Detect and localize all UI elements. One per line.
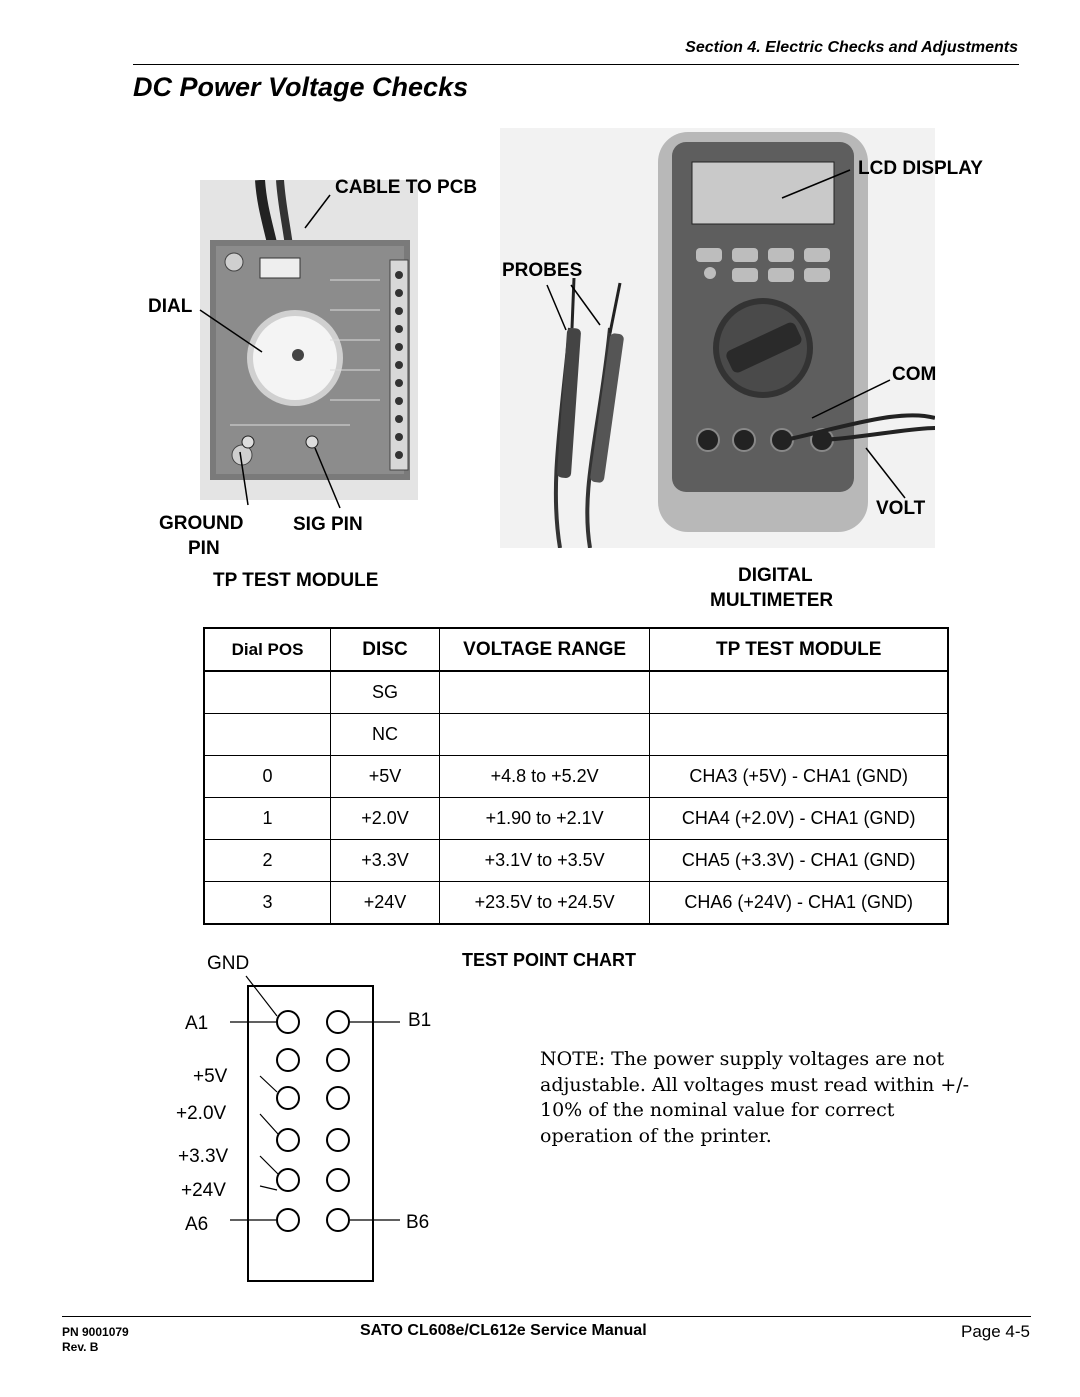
ground-pin-label-line2: PIN — [188, 538, 220, 559]
gnd-label: GND — [207, 953, 250, 974]
cell-dial-pos — [204, 714, 331, 756]
a1-label: A1 — [185, 1013, 209, 1034]
cell-disc: +2.0V — [331, 798, 440, 840]
table-row — [204, 840, 948, 882]
cell-disc: +5V — [331, 756, 440, 798]
voltage-table — [203, 627, 949, 925]
tp-test-module-caption: TP TEST MODULE — [213, 570, 379, 591]
footer-pn: PN 9001079 — [62, 1325, 129, 1339]
cell-dial-pos: 3 — [204, 882, 331, 925]
cell-dial-pos: 2 — [204, 840, 331, 882]
cell-disc: +24V — [331, 882, 440, 925]
volt-label: VOLT — [876, 498, 926, 519]
table-header-row — [204, 628, 948, 671]
cell-voltage-range: +3.1V to +3.5V — [439, 840, 650, 882]
dial-label: DIAL — [148, 296, 193, 317]
cell-tp-test-module — [650, 671, 948, 714]
b1-label: B1 — [408, 1010, 432, 1031]
cell-tp-test-module: CHA5 (+3.3V) - CHA1 (GND) — [650, 840, 948, 882]
cable-to-pcb-label: CABLE TO PCB — [335, 177, 478, 198]
com-label: COM — [892, 364, 937, 385]
cell-voltage-range: +1.90 to +2.1V — [439, 798, 650, 840]
col-disc: DISC — [331, 628, 440, 671]
col-voltage-range: VOLTAGE RANGE — [439, 628, 650, 671]
table-row — [204, 714, 948, 756]
cell-voltage-range: +4.8 to +5.2V — [439, 756, 650, 798]
table-row — [204, 882, 948, 925]
cell-tp-test-module: CHA6 (+24V) - CHA1 (GND) — [650, 882, 948, 925]
cell-voltage-range: +23.5V to +24.5V — [439, 882, 650, 925]
digital-multimeter-caption-line2: MULTIMETER — [710, 590, 834, 611]
cell-dial-pos: 1 — [204, 798, 331, 840]
ground-pin-label-line1: GROUND — [159, 513, 244, 534]
section-header: Section 4. Electric Checks and Adjustments — [685, 39, 1018, 56]
cell-dial-pos: 0 — [204, 756, 331, 798]
footer-part-number — [62, 1325, 129, 1355]
lcd-display-label: LCD DISPLAY — [858, 158, 983, 179]
col-tp-test-module: TP TEST MODULE — [650, 628, 948, 671]
v5-label: +5V — [193, 1066, 228, 1087]
col-dial-pos: Dial POS — [204, 628, 331, 671]
v24-label: +24V — [181, 1180, 226, 1201]
table-row — [204, 756, 948, 798]
table-row — [204, 798, 948, 840]
cell-voltage-range — [439, 714, 650, 756]
cell-dial-pos — [204, 671, 331, 714]
v33-label: +3.3V — [178, 1146, 229, 1167]
digital-multimeter-caption-line1: DIGITAL — [738, 565, 813, 586]
b6-label: B6 — [406, 1212, 430, 1233]
footer-rule — [62, 1316, 1031, 1317]
cell-tp-test-module — [650, 714, 948, 756]
note-text: NOTE: The power supply voltages are not adjustable. All voltages must read within +/- 10% of the nominal value for correct operation of the printer. — [540, 1048, 970, 1147]
cell-tp-test-module: CHA3 (+5V) - CHA1 (GND) — [650, 756, 948, 798]
cell-disc: NC — [331, 714, 440, 756]
cell-disc: +3.3V — [331, 840, 440, 882]
test-point-chart-title: TEST POINT CHART — [462, 950, 636, 970]
a6-label: A6 — [185, 1214, 209, 1235]
cell-tp-test-module: CHA4 (+2.0V) - CHA1 (GND) — [650, 798, 948, 840]
footer-page-number: Page 4-5 — [961, 1322, 1030, 1341]
cell-disc: SG — [331, 671, 440, 714]
v2-label: +2.0V — [176, 1103, 227, 1124]
page-title: DC Power Voltage Checks — [133, 72, 469, 102]
table-row — [204, 671, 948, 714]
probes-label: PROBES — [502, 260, 583, 281]
sig-pin-label: SIG PIN — [293, 514, 363, 535]
footer-manual-title: SATO CL608e/CL612e Service Manual — [360, 1322, 647, 1339]
footer-rev: Rev. B — [62, 1340, 99, 1354]
cell-voltage-range — [439, 671, 650, 714]
